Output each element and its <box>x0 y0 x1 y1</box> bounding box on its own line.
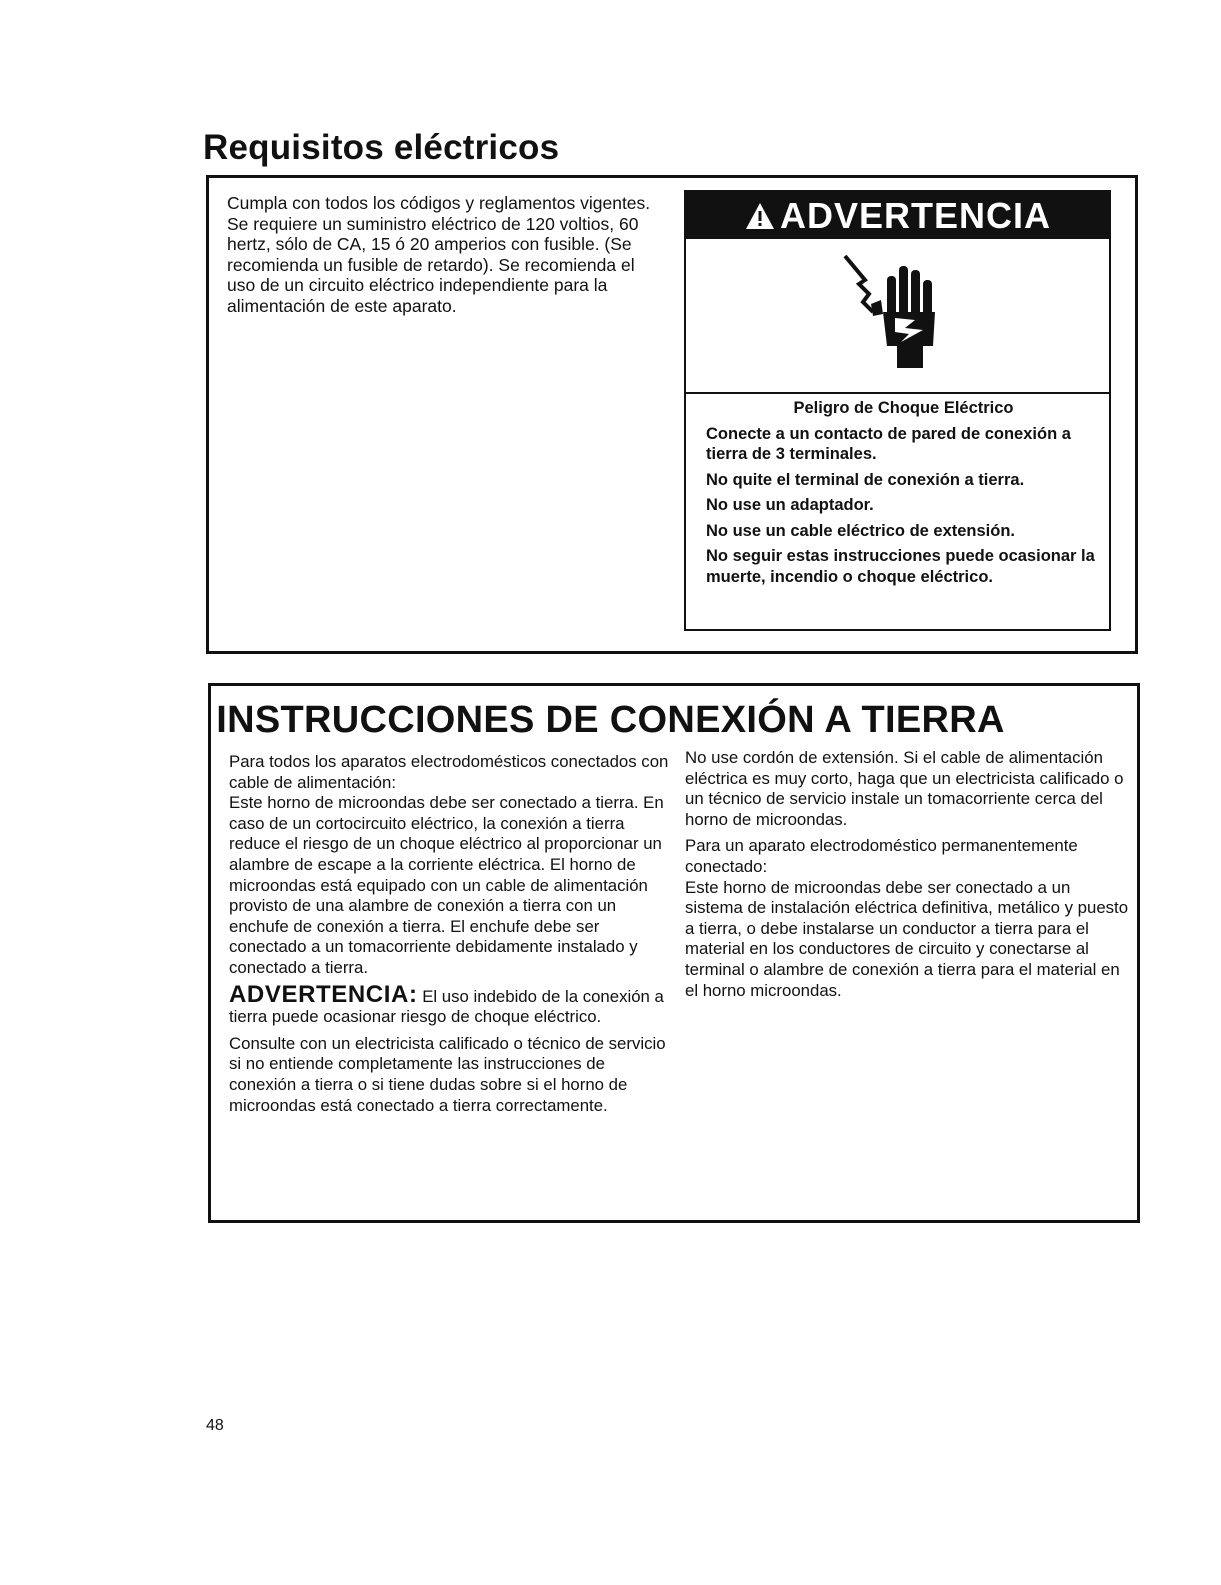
grounding-left-column <box>229 752 674 1122</box>
paragraph <box>229 752 674 979</box>
warning-line: No quite el terminal de conexión a tierra. <box>706 470 1025 489</box>
warning-line: No use un cable eléctrico de extensión. <box>706 521 1016 540</box>
paragraph: No use cordón de extensión. Si el cable de alimentación eléctrica es muy corto, haga que un electricista calificado o un técnico de servicio instale un tomacorriente cerca del horno de microondas. <box>685 748 1124 829</box>
warning-text: El uso indebido de la conexión a tierra puede ocasionar riesgo de choque eléctrico. <box>229 986 664 1027</box>
warning-header <box>686 192 1109 239</box>
grounding-right-column <box>685 748 1130 1007</box>
warning-divider <box>686 392 1109 394</box>
paragraph <box>685 836 1130 1001</box>
paragraph-text: Este horno de microondas debe ser conectado a un sistema de instalación eléctrica definitiva, metálico y puesto a tierra, o debe instalarse un conductor a tierra para el material en los conductores de circuito y conectarse al terminal o alambre de conexión a tierra para el material en el horno microondas. <box>685 877 1129 1000</box>
warning-line: Conecte a un contacto de pared de conexión a tierra de 3 terminales. <box>706 424 1071 463</box>
warning-line: Peligro de Choque Eléctrico <box>793 399 1014 417</box>
page-number: 48 <box>206 1417 224 1434</box>
section-title: Requisitos eléctricos <box>203 128 560 167</box>
warning-box <box>684 190 1111 631</box>
warning-line: No seguir estas instrucciones puede ocasionar la muerte, incendio o choque eléctrico. <box>706 547 1095 586</box>
paragraph-text: Para todos los aparatos electrodomésticos conectados con cable de alimentación: <box>229 752 669 792</box>
paragraph-text: Para un aparato electrodoméstico permanentemente conectado: <box>685 836 1078 876</box>
warning-triangle-icon <box>744 201 776 231</box>
grounding-warning <box>229 980 674 1028</box>
electric-shock-hand-icon <box>843 254 953 374</box>
paragraph: Consulte con un electricista calificado o técnico de servicio si no entiende completamente las instrucciones de conexión a tierra o si tiene dudas sobre si el horno de microondas está conectado a tierra correctamente. <box>229 1033 666 1115</box>
warning-label: ADVERTENCIA: <box>229 980 418 1008</box>
paragraph-text: Este horno de microondas debe ser conectado a tierra. En caso de un cortocircuito eléctrico, la conexión a tierra reduce el riesgo de un choque eléctrico al proporcionar un alambre de escape a la corriente eléctrica. El horno de microondas está equipado con un cable de alimentación provisto de una alambre de conexión a tierra con un enchufe de conexión a tierra. El enchufe debe ser conectado a un tomacorriente debidamente instalado y conectado a tierra. <box>229 793 664 977</box>
grounding-title: INSTRUCCIONES DE CONEXIÓN A TIERRA <box>216 699 1005 741</box>
electrical-requirements-text: Cumpla con todos los códigos y reglamentos vigentes. Se requiere un suministro eléctrico de 120 voltios, 60 hertz, sólo de CA, 15 ó 20 amperios con fusible. (Se recomienda un fusible de retardo). Se recomienda el uso de un circuito eléctrico independiente para la alimentación de este aparato. <box>227 193 651 316</box>
warning-body <box>706 398 1101 592</box>
warning-header-text: ADVERTENCIA <box>779 194 1051 236</box>
warning-line: No use un adaptador. <box>706 496 874 514</box>
